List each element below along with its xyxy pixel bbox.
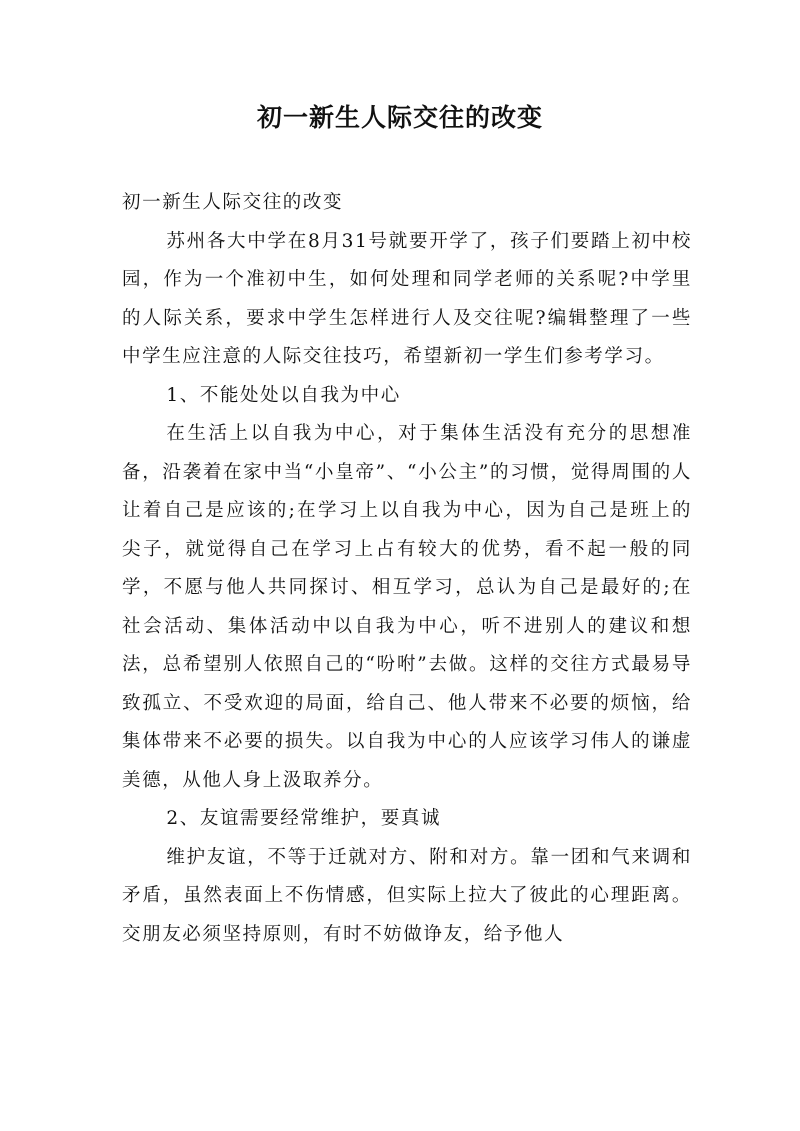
paragraph-intro: 苏州各大中学在8月31号就要开学了，孩子们要踏上初中校园，作为一个准初中生，如何处理和同学老师的关系呢?中学里的人际关系，要求中学生怎样进行人及交往呢?编辑整理了一些中学生应注意的人际交往技巧，希望新初一学生们参考学习。: [122, 230, 692, 367]
document-title: 初一新生人际交往的改变: [256, 103, 543, 132]
section-heading-1: 1、不能处处以自我为中心: [166, 384, 401, 406]
document-subtitle: 初一新生人际交往的改变: [122, 192, 344, 213]
document-body: [122, 184, 692, 954]
paragraph-section-2: 维护友谊，不等于迁就对方、附和对方。靠一团和气来调和矛盾，虽然表面上不伤情感，但实际上拉大了彼此的心理距离。交朋友必须坚持原则，有时不妨做诤友，给予他人: [122, 846, 692, 945]
paragraph-section-1: 在生活上以自我为中心，对于集体生活没有充分的思想准备，沿袭着在家中当“小皇帝”、“小公主”的习惯，觉得周围的人让着自己是应该的;在学习上以自我为中心，因为自己是班上的尖子，就觉得自己在学习上占有较大的优势，看不起一般的同学，不愿与他人共同探讨、相互学习，总认为自己是最好的;在社会活动、集体活动中以自我为中心，听不进别人的建议和想法，总希望别人依照自己的“吩咐”去做。这样的交往方式最易导致孤立、不受欢迎的局面，给自己、他人带来不必要的烦恼，给集体带来不必要的损失。以自我为中心的人应该学习伟人的谦虚美德，从他人身上汲取养分。: [122, 423, 692, 791]
section-heading-2: 2、友谊需要经常维护，要真诚: [166, 808, 442, 829]
